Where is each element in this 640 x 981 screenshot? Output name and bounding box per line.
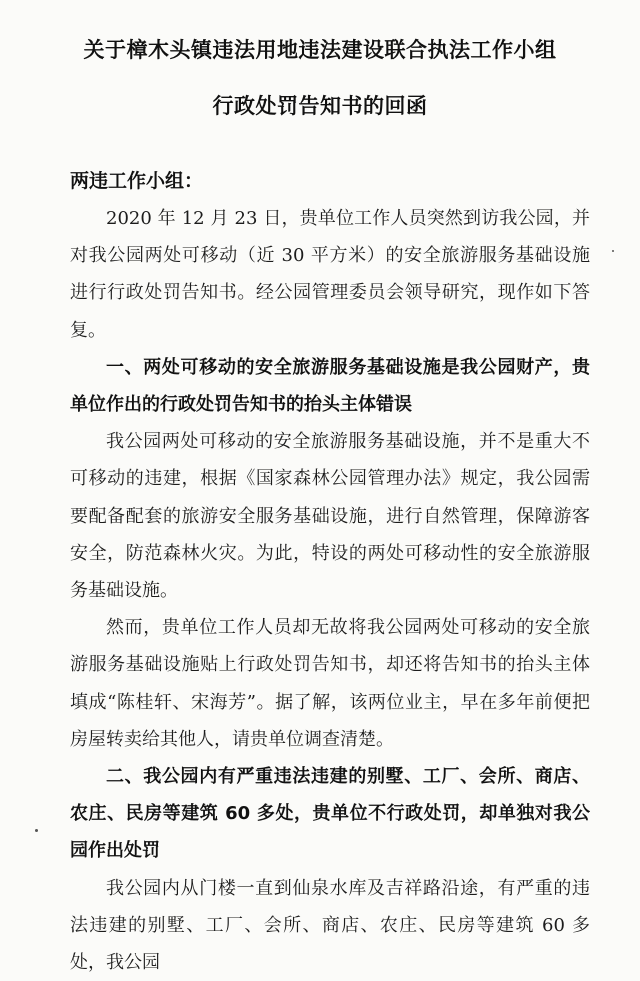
document-title-line-1: 关于樟木头镇违法用地违法建设联合执法工作小组 bbox=[83, 38, 557, 62]
scan-speck bbox=[612, 250, 614, 252]
scan-speck bbox=[35, 829, 38, 832]
paragraph-section-1-b: 然而，贵单位工作人员却无故将我公园两处可移动的安全旅游服务基础设施贴上行政处罚告知书，却还将告知书的抬头主体填成“陈桂轩、宋海芳”。据了解，该两位业主，早在多年前便把房屋转卖给其他人，请贵单位调查清楚。 bbox=[70, 617, 590, 750]
paragraph-section-1-a: 我公园两处可移动的安全旅游服务基础设施，并不是重大不可移动的违建，根据《国家森林公园管理办法》规定，我公园需要配备配套的旅游安全服务基础设施，进行自然管理，保障游客安全，防范森林火灾。为此，特设的两处可移动性的安全旅游服务基础设施。 bbox=[70, 431, 590, 602]
section-heading-1: 一、两处可移动的安全旅游服务基础设施是我公园财产，贵单位作出的行政处罚告知书的抬头主体错误 bbox=[70, 356, 590, 416]
letter-body bbox=[70, 200, 590, 981]
paragraph-section-2-a: 我公园内从门楼一直到仙泉水库及吉祥路沿途，有严重的违法违建的别墅、工厂、会所、商店、农庄、民房等建筑 60 多处，我公园 bbox=[70, 877, 590, 974]
salutation: 两违工作小组： bbox=[70, 170, 204, 192]
document-title-line-2: 行政处罚告知书的回函 bbox=[212, 94, 428, 118]
paragraph-intro: 2020 年 12 月 23 日，贵单位工作人员突然到访我公园，并对我公园两处可移动（近 30 平方米）的安全旅游服务基础设施进行行政处罚告知书。经公园管理委员会领导研究，现作如下答复。 bbox=[70, 208, 590, 341]
section-heading-2: 二、我公园内有严重违法违建的别墅、工厂、会所、商店、农庄、民房等建筑 60 多处，贵单位不行政处罚，却单独对我公园作出处罚 bbox=[70, 766, 590, 862]
